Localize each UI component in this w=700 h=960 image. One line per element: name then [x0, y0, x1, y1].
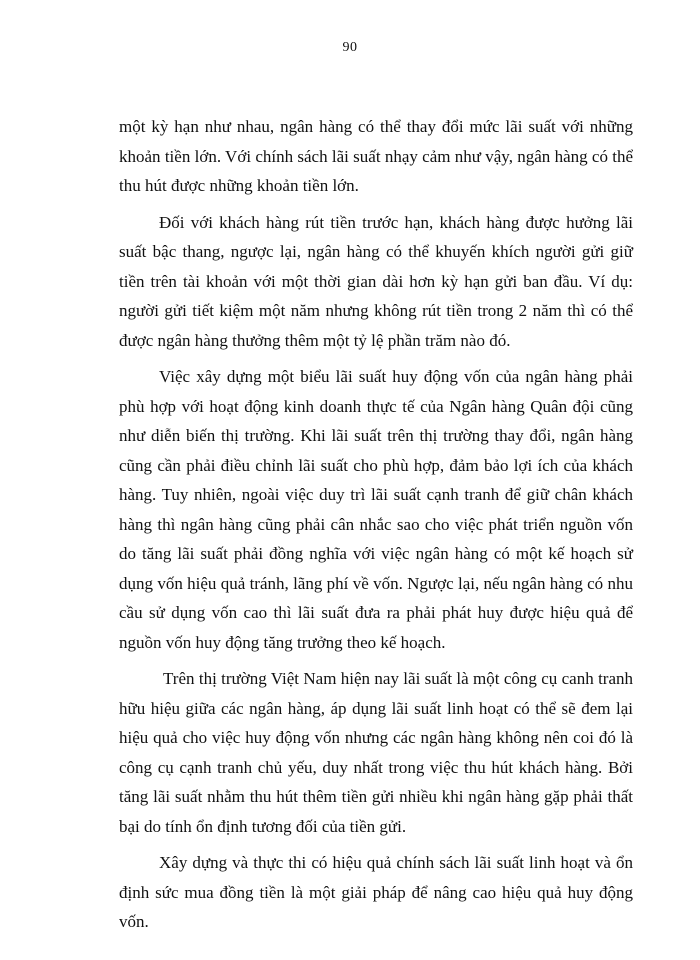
paragraph-gap [119, 201, 633, 208]
paragraph-5: Xây dựng và thực thi có hiệu quả chính sách lãi suất linh hoạt và ổn định sức mua đồng tiền là một giải pháp để nâng cao hiệu quả huy động vốn. [119, 853, 633, 931]
paragraph-2: Đối với khách hàng rút tiền trước hạn, khách hàng được hưởng lãi suất bậc thang, ngược lại, ngân hàng có thể khuyến khích người gửi giữ tiền trên tài khoản với một thời gian dài hơn kỳ hạn gửi ban đầu. Ví dụ: người gửi tiết kiệm một năm nhưng không rút tiền trong 2 năm thì có thể được ngân hàng thưởng thêm một tỷ lệ phần trăm nào đó. [119, 212, 633, 350]
page-number: 90 [342, 40, 358, 55]
body-text [119, 112, 633, 937]
paragraph-1: một kỳ hạn như nhau, ngân hàng có thể thay đổi mức lãi suất với những khoản tiền lớn. Với chính sách lãi suất nhạy cảm như vậy, ngân hàng có thể thu hút được những khoản tiền lớn. [119, 117, 633, 195]
paragraph-gap [119, 657, 633, 664]
paragraph-3: Việc xây dựng một biểu lãi suất huy động vốn của ngân hàng phải phù hợp với hoạt động kinh doanh thực tế của Ngân hàng Quân đội cũng như diễn biến thị trường. Khi lãi suất trên thị trường thay đổi, ngân hàng cũng cần phải điều chỉnh lãi suất cho phù hợp, đảm bảo lợi ích của khách hàng. Tuy nhiên, ngoài việc duy trì lãi suất cạnh tranh để giữ chân khách hàng thì ngân hàng cũng phải cân nhắc sao cho việc phát triển nguồn vốn do tăng lãi suất phải đồng nghĩa với việc ngân hàng có một kế hoạch sử dụng vốn hiệu quả tránh, lãng phí về vốn. Ngược lại, nếu ngân hàng có nhu cầu sử dụng vốn cao thì lãi suất đưa ra phải phát huy được hiệu quả để nguồn vốn huy động tăng trưởng theo kế hoạch. [119, 367, 633, 652]
paragraph-gap [119, 355, 633, 362]
paragraph-gap [119, 841, 633, 848]
paragraph-4: Trên thị trường Việt Nam hiện nay lãi suất là một công cụ canh tranh hữu hiệu giữa các ngân hàng, áp dụng lãi suất linh hoạt có thể sẽ đem lại hiệu quả cho việc huy động vốn nhưng các ngân hàng không nên coi đó là công cụ cạnh tranh chủ yếu, duy nhất trong việc thu hút khách hàng. Bởi tăng lãi suất nhằm thu hút thêm tiền gửi nhiều khi ngân hàng gặp phải thất bại do tính ổn định tương đối của tiền gửi. [119, 669, 633, 836]
